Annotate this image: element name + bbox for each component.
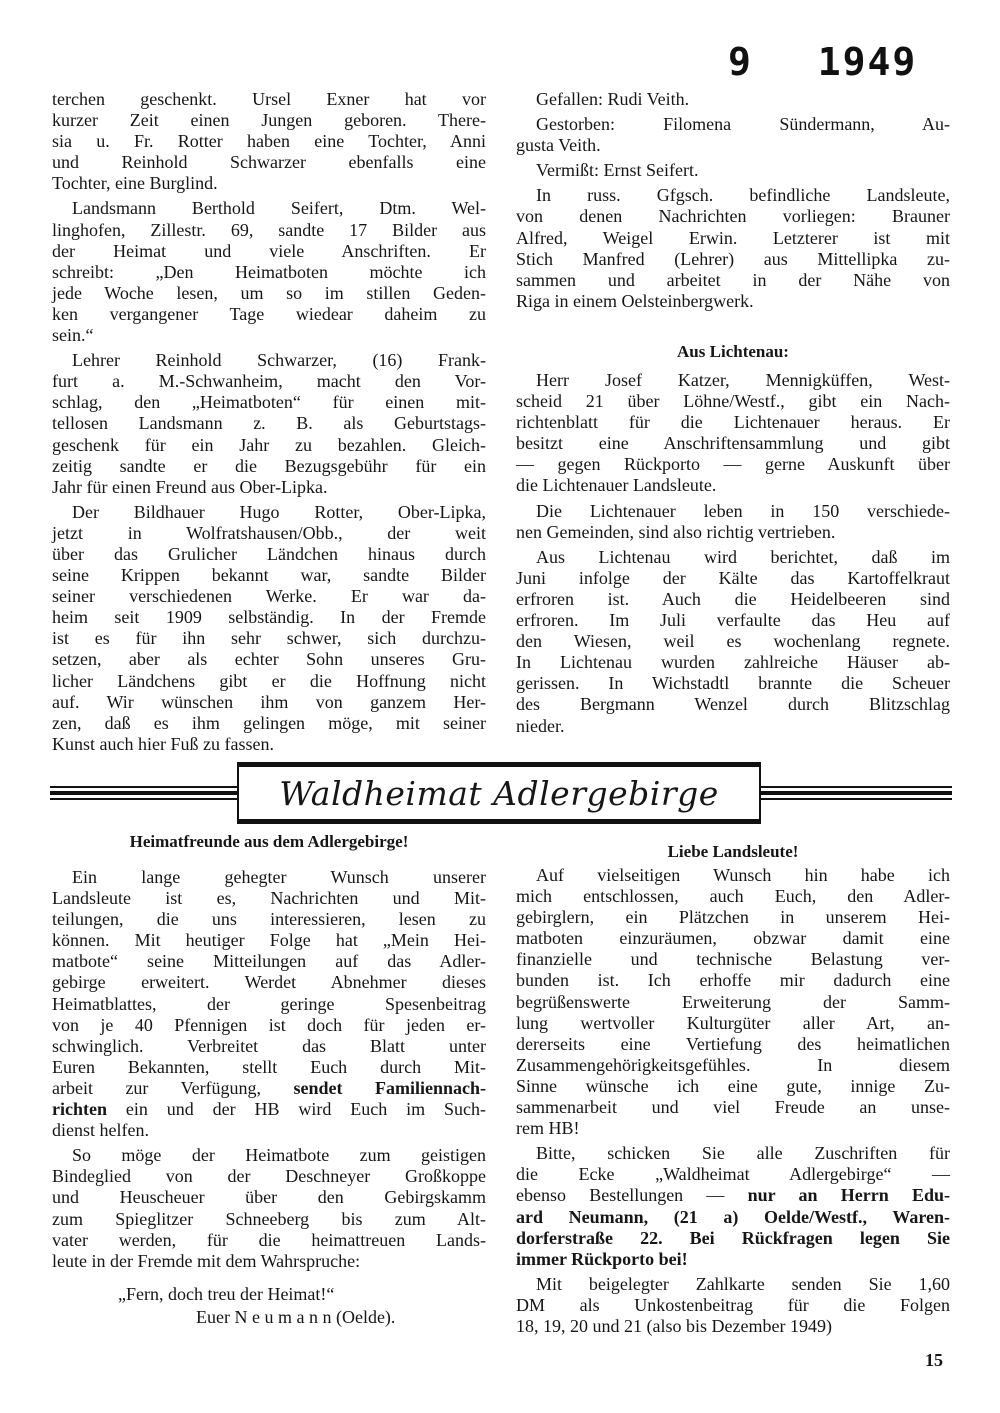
text-line: vater werden, für die heimattreuen Lands- — [52, 1229, 486, 1250]
paragraph — [516, 89, 950, 110]
text-line: finanzielle und technische Belastung ver- — [516, 949, 950, 970]
section-banner — [237, 762, 761, 824]
text-line: terchen geschenkt. Ursel Exner hat vor — [52, 89, 486, 109]
text-line: zeitig sandte er die Bezugsgebühr für ein — [52, 455, 486, 476]
text-line: mich entschlossen, auch Euch, den Adler- — [516, 886, 950, 907]
text-line: dererseits eine Vertiefung des heimatlichen — [516, 1033, 950, 1054]
banner-rule-right — [761, 786, 952, 800]
text-line: matbote“ seine Mitteilungen auf das Adler- — [52, 951, 486, 972]
text-line: zum Spieglitzer Schneeberg bis zum Alt- — [52, 1208, 486, 1229]
text-line: Lehrer Reinhold Schwarzer, (16) Frank- — [72, 350, 486, 371]
bold-text: nur an Herrn Edu- — [747, 1185, 951, 1206]
text-line: setzen, aber als echter Sohn unseres Gru- — [52, 649, 486, 670]
text-line — [516, 1185, 950, 1206]
paragraph — [52, 502, 486, 755]
text-line: Juni infolge der Kälte das Kartoffelkraut — [516, 567, 950, 588]
column-lichtenau — [516, 370, 950, 737]
signature: Euer N e u m a n n (Oelde). — [196, 1307, 396, 1327]
paragraph — [52, 89, 486, 194]
text-line: erfroren. Im Juli verfaulte das Heu auf — [516, 610, 950, 631]
text-line: über das Grulicher Ländchen hinaus durch — [52, 543, 486, 564]
text-line: Landsmann Berthold Seifert, Dtm. Wel- — [72, 198, 486, 219]
column-left-top — [52, 89, 486, 755]
paragraph — [516, 185, 950, 312]
text-segment: ein und der HB wird Euch im Such- — [106, 1099, 486, 1120]
text-line: gusta Veith. — [516, 135, 601, 156]
text-line: matboten einzuräumen, obzwar damit eine — [516, 928, 950, 949]
text-line: Die Lichtenauer leben in 150 verschiede- — [536, 500, 950, 521]
text-line: und Reinhold Schwarzer ebenfalls eine — [52, 152, 486, 173]
text-line: können. Mit heutiger Folge hat „Mein Hei- — [52, 930, 486, 951]
text-line: Tochter, eine Burglind. — [52, 173, 218, 194]
paragraph — [516, 1143, 950, 1270]
text-line: gebirge erweitert. Werdet Abnehmer dieses — [52, 972, 486, 993]
text-line: ist es für ihn sehr schwer, sich durchzu- — [52, 628, 486, 649]
bold-text: sendet Familiennach- — [293, 1077, 486, 1098]
bold-text: dorferstraße 22. Bei Rückfragen legen Sie — [516, 1227, 950, 1248]
text-line: schwinglich. Verbreitet das Blatt unter — [52, 1035, 486, 1056]
banner-rule-left — [50, 786, 237, 800]
text-line: schreibt: „Den Heimatboten möchte ich — [52, 261, 486, 282]
bold-text: ard Neumann, (21 a) Oelde/Westf., Waren- — [516, 1206, 950, 1227]
text-line: sammenarbeit und viel Freude an unse- — [516, 1097, 950, 1118]
text-line: kurzer Zeit einen Jungen geboren. There- — [52, 110, 486, 131]
text-line: Stich Manfred (Lehrer) aus Mittellipka zu- — [516, 248, 950, 269]
column-right-bottom — [516, 865, 950, 1337]
text-line: sammen und arbeitet in der Nähe von — [516, 269, 950, 290]
text-line: Gestorben: Filomena Sündermann, Au- — [536, 114, 950, 135]
text-line: Vermißt: Ernst Seifert. — [536, 160, 699, 181]
text-line: geschenk für ein Jahr zu bezahlen. Gleich- — [52, 434, 486, 455]
text-line: Ein lange gehegter Wunsch unserer — [72, 867, 486, 887]
text-line: erfroren ist. Auch die Heidelbeeren sind — [516, 588, 950, 609]
issue-stamp — [728, 40, 917, 84]
text-line: Gefallen: Rudi Veith. — [536, 89, 690, 109]
text-line: auf. Wir wünschen ihm von ganzem Her- — [52, 691, 486, 712]
text-line: dienst helfen. — [52, 1120, 149, 1141]
text-line: Alfred, Weigel Erwin. Letzterer ist mit — [516, 227, 950, 248]
column-right-top — [516, 89, 950, 312]
text-line: zen, daß es ihm gelingen möge, mit seiner — [52, 712, 486, 733]
paragraph — [516, 501, 950, 543]
column-left-bottom — [52, 867, 486, 1272]
text-line: ken vergangener Tage wiedear daheim zu — [52, 303, 486, 324]
text-line: — gegen Rückporto — gerne Auskunft über — [516, 454, 950, 475]
text-line: tellosen Landsmann z. B. als Geburtstags- — [52, 413, 486, 434]
text-line: nieder. — [516, 715, 565, 736]
text-line: seine Krippen bekannt war, sandte Bilder — [52, 565, 486, 586]
bold-text: richten — [52, 1099, 107, 1120]
paragraph — [516, 114, 950, 156]
text-line: nen Gemeinden, sind also richtig vertrieben. — [516, 521, 836, 542]
text-line: leute in der Fremde mit dem Wahrspruche: — [52, 1250, 361, 1271]
text-line: jetzt in Wolfratshausen/Obb., der weit — [52, 522, 486, 543]
text-line: In Lichtenau wurden zahlreiche Häuser ab- — [516, 652, 950, 673]
text-line: Jahr für einen Freund aus Ober-Lipka. — [52, 476, 328, 497]
text-line: Der Bildhauer Hugo Rotter, Ober-Lipka, — [72, 501, 486, 522]
text-line: Mit beigelegter Zahlkarte senden Sie 1,60 — [536, 1273, 950, 1294]
text-line: scheid 21 über Löhne/Westf., gibt ein Nach- — [516, 391, 950, 412]
paragraph — [516, 370, 950, 497]
text-line — [516, 1249, 950, 1270]
text-line: der Heimat und viele Anschriften. Er — [52, 240, 486, 261]
bold-text: immer Rückporto bei! — [516, 1248, 688, 1269]
paragraph — [52, 198, 486, 346]
text-line — [52, 1099, 486, 1120]
paragraph — [52, 350, 486, 498]
heading-heimatfreunde: Heimatfreunde aus dem Adlergebirge! — [129, 832, 409, 851]
paragraph — [516, 865, 950, 1139]
text-line: begrüßenswerte Erweiterung der Samm- — [516, 991, 950, 1012]
issue-number: 9 — [728, 40, 753, 84]
text-line: 18, 19, 20 und 21 (also bis Dezember 1949) — [516, 1315, 832, 1336]
text-line: und Heuscheuer über den Gebirgskamm — [52, 1187, 486, 1208]
text-line: Euren Bekannten, stellt Euch durch Mit- — [52, 1056, 486, 1077]
text-line: linghofen, Zillestr. 69, sandte 17 Bilder aus — [52, 219, 486, 240]
text-line: gebirglern, ein Plätzchen in unserem Hei- — [516, 907, 950, 928]
text-line — [52, 1078, 486, 1099]
text-line: Aus Lichtenau wird berichtet, daß im — [536, 546, 950, 567]
banner-title: Waldheimat Adlergebirge — [279, 773, 719, 813]
heading-liebe-landsleute: Liebe Landsleute! — [667, 842, 799, 861]
text-segment: ebenso Bestellungen — — [516, 1185, 748, 1206]
text-line: heim seit 1909 selbständig. In der Fremde — [52, 607, 486, 628]
text-line: teilungen, die uns interessieren, lesen zu — [52, 909, 486, 930]
paragraph — [52, 867, 486, 1141]
text-line: Riga in einem Oelsteinbergwerk. — [516, 290, 754, 311]
text-line: DM als Unkostenbeitrag für die Folgen — [516, 1294, 950, 1315]
text-line: Bitte, schicken Sie alle Zuschriften für — [536, 1143, 950, 1164]
text-line: furt a. M.-Schwanheim, macht den Vor- — [52, 371, 486, 392]
text-line: Heimatblattes, der geringe Spesenbeitrag — [52, 993, 486, 1014]
text-line: den Wiesen, weil es wochenlang regnete. — [516, 631, 950, 652]
text-line: So möge der Heimatbote zum geistigen — [72, 1145, 486, 1166]
text-line: Herr Josef Katzer, Mennigküffen, West- — [536, 370, 950, 390]
paragraph — [516, 1274, 950, 1337]
text-line: Zusammengehörigkeitsgefühles. In diesem — [516, 1054, 950, 1075]
text-line: besitzt eine Anschriftensammlung und gibt — [516, 433, 950, 454]
heading-aus-lichtenau: Aus Lichtenau: — [677, 342, 789, 361]
text-line: Bindeglied von der Deschneyer Großkoppe — [52, 1166, 486, 1187]
text-line: richtenblatt für die Lichtenauer heraus. Er — [516, 412, 950, 433]
text-line: seiner verschiedenen Werke. Er war da- — [52, 586, 486, 607]
text-line: Sinne wünsche ich eine gute, innige Zu- — [516, 1075, 950, 1096]
text-line: Landsleute ist es, Nachrichten und Mit- — [52, 888, 486, 909]
issue-year: 1949 — [817, 40, 918, 84]
text-line: die Ecke „Waldheimat Adlergebirge“ — — [516, 1164, 950, 1185]
text-line: In russ. Gfgsch. befindliche Landsleute, — [536, 185, 950, 206]
text-line: des Bergmann Wenzel durch Blitzschlag — [516, 694, 950, 715]
text-line: sia u. Fr. Rotter haben eine Tochter, Anni — [52, 131, 486, 152]
text-line: von denen Nachrichten vorliegen: Brauner — [516, 206, 950, 227]
text-line: lung wertvoller Kulturgüter aller Art, an- — [516, 1012, 950, 1033]
text-line: sein.“ — [52, 325, 94, 346]
text-line: Kunst auch hier Fuß zu fassen. — [52, 733, 274, 754]
text-line: rem HB! — [516, 1118, 580, 1139]
text-line: gerissen. In Wichstadtl brannte die Scheuer — [516, 673, 950, 694]
text-line: Auf vielseitigen Wunsch hin habe ich — [536, 865, 950, 885]
text-line: licher Ländchens gibt er die Hoffnung nicht — [52, 670, 486, 691]
text-line — [516, 1228, 950, 1249]
text-line: schlag, den „Heimatboten“ für einen mit- — [52, 392, 486, 413]
paragraph — [516, 547, 950, 737]
motto: „Fern, doch treu der Heimat!“ — [118, 1284, 335, 1304]
text-line: bunden ist. Ich erhoffe mir dadurch eine — [516, 970, 950, 991]
paragraph — [516, 160, 950, 181]
page-number: 15 — [925, 1350, 943, 1370]
text-line: von je 40 Pfennigen ist doch für jeden er- — [52, 1014, 486, 1035]
text-line: jede Woche lesen, um so im stillen Geden- — [52, 282, 486, 303]
text-line — [516, 1207, 950, 1228]
text-segment: arbeit zur Verfügung, — [52, 1077, 294, 1098]
text-line: die Lichtenauer Landsleute. — [516, 475, 717, 496]
paragraph — [52, 1145, 486, 1272]
